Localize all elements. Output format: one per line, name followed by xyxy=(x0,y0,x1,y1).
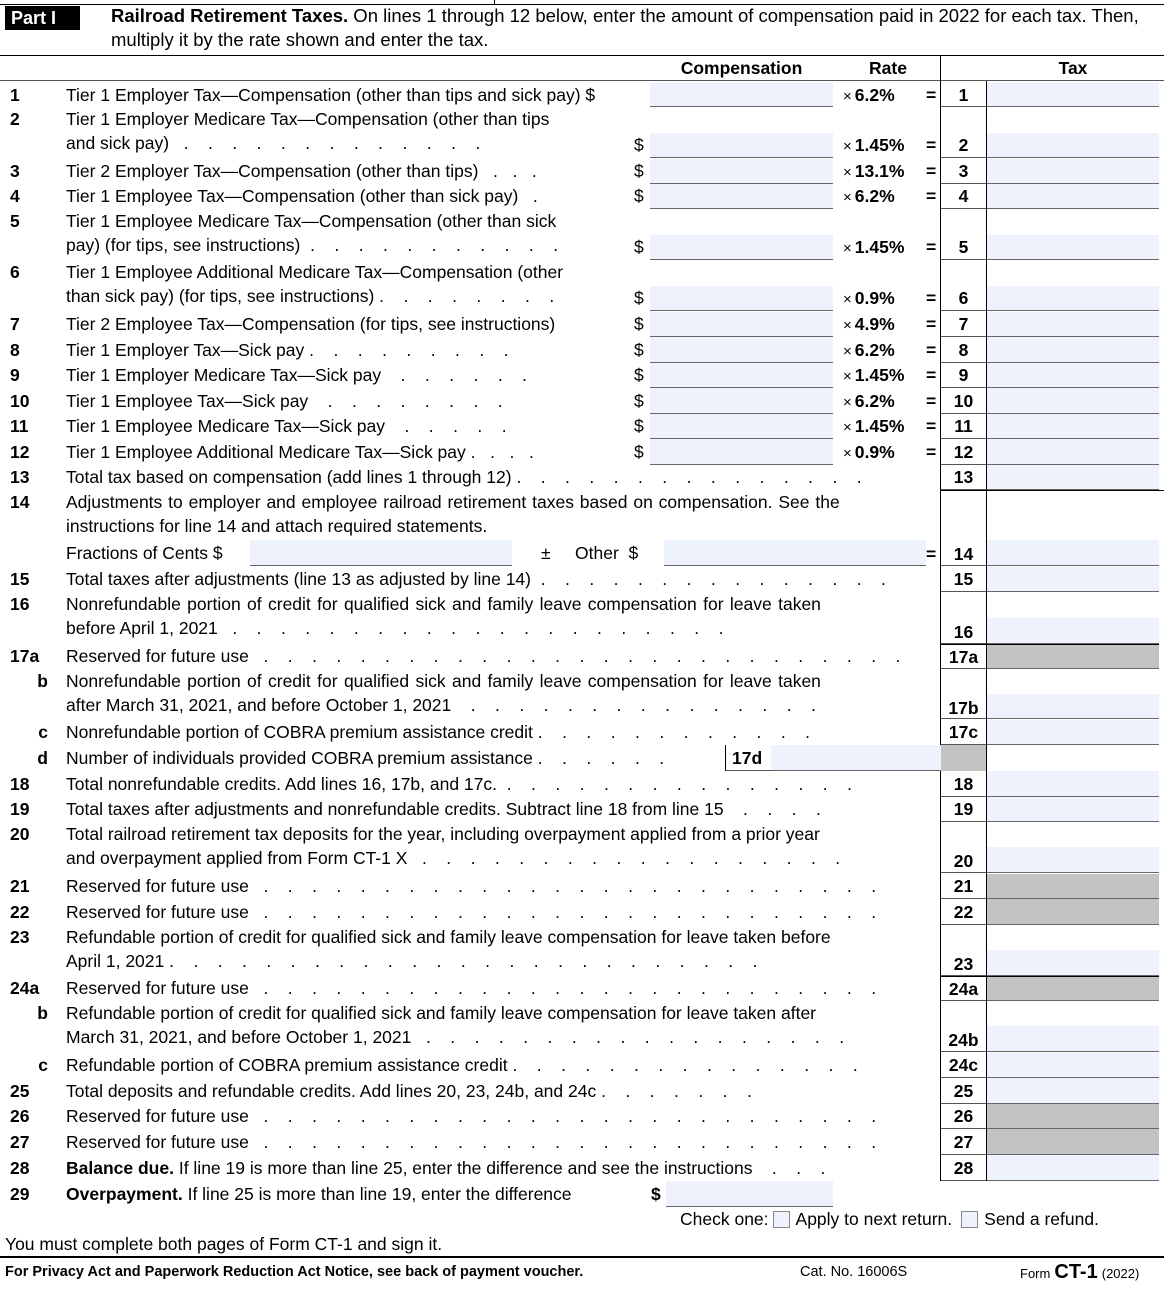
line-number: c xyxy=(38,1055,48,1075)
line-number: 4 xyxy=(10,186,20,206)
line-11-box-label: 11 xyxy=(941,414,986,439)
line-description: Tier 1 Employer Tax—Sick pay . . . . . . . . . xyxy=(66,340,509,360)
line-9-rate: × 1.45% xyxy=(843,365,905,385)
line-number: 8 xyxy=(10,340,20,360)
line-6-box-label: 6 xyxy=(941,286,986,311)
line-24c xyxy=(0,1053,1164,1078)
line-3-box-label: 3 xyxy=(941,159,986,184)
line-14-tax-input[interactable] xyxy=(987,540,1159,566)
line-6-rate: × 0.9% xyxy=(843,288,895,308)
line-description: Tier 1 Employee Medicare Tax—Sick pay . . . . . xyxy=(66,416,507,436)
line-26-box-label: 26 xyxy=(941,1104,986,1129)
line-description: Tier 1 Employer Medicare Tax—Sick pay . . . . . . xyxy=(66,365,527,385)
apply-to-next-return-label: Apply to next return. xyxy=(795,1209,953,1229)
line-5-rate: × 1.45% xyxy=(843,237,905,257)
line-7-compensation-input[interactable] xyxy=(650,312,833,337)
line-17c-box-label: 17c xyxy=(941,720,986,745)
line-number: c xyxy=(38,722,48,742)
line-20 xyxy=(0,822,1164,873)
line-28-box-label: 28 xyxy=(941,1155,986,1181)
line-19 xyxy=(0,797,1164,822)
line-4-compensation-input[interactable] xyxy=(650,184,833,209)
line-4-rate: × 6.2% xyxy=(843,186,895,206)
line-9 xyxy=(0,363,1164,388)
dollar-sign: $ xyxy=(634,365,644,385)
line-21 xyxy=(0,874,1164,899)
line-description: Tier 1 Employee Additional Medicare Tax—Sick pay . . . . xyxy=(66,442,534,462)
line-number: 10 xyxy=(10,391,30,411)
line-number: 5 xyxy=(10,211,20,231)
line-20-box-label: 20 xyxy=(941,847,986,873)
line-12-compensation-input[interactable] xyxy=(650,439,833,465)
line-description-cont: March 31, 2021, and before October 1, 2021 . . . . . . . . . . . . . . . . . . xyxy=(66,1027,845,1047)
line-description: Number of individuals provided COBRA premium assistance . . . . . . xyxy=(66,748,665,768)
line-number: b xyxy=(37,671,48,691)
line-16 xyxy=(0,592,1164,644)
line-27-reserved-field xyxy=(987,1129,1159,1155)
refund-choice xyxy=(680,1207,1099,1231)
line-17c xyxy=(0,720,1164,745)
line-4 xyxy=(0,184,1164,209)
line-3-tax-input[interactable] xyxy=(987,159,1159,184)
line-22-box-label: 22 xyxy=(941,899,986,925)
equals-sign: = xyxy=(926,186,937,206)
line-16-tax-input[interactable] xyxy=(987,618,1159,644)
line-number: 18 xyxy=(10,774,30,794)
equals-sign: = xyxy=(926,135,937,155)
line-12-box-label: 12 xyxy=(941,439,986,465)
line-17a xyxy=(0,644,1164,669)
fractions-of-cents-input[interactable] xyxy=(250,540,512,566)
line-14-box-label: 14 xyxy=(941,540,986,566)
line-15-box-label: 15 xyxy=(941,567,986,592)
line-3-rate: × 13.1% xyxy=(843,161,905,181)
line-17a-reserved-field xyxy=(987,644,1159,669)
line-12-rate: × 0.9% xyxy=(843,442,895,462)
line-24b-box-label: 24b xyxy=(941,1026,986,1052)
other-adjustments-input[interactable] xyxy=(664,540,926,566)
line-12 xyxy=(0,439,1164,465)
line-description: Total nonrefundable credits. Add lines 16, 17b, and 17c. . . . . . . . . . . . . . . . xyxy=(66,774,852,794)
line-13-bottom-rule xyxy=(941,490,1164,491)
line-description: Nonrefundable portion of credit for qualified sick and family leave compensation for leave taken xyxy=(66,671,821,691)
part-badge: Part I xyxy=(5,6,80,30)
line-1-compensation-input[interactable] xyxy=(650,83,833,107)
line-8 xyxy=(0,337,1164,363)
line-8-rate: × 6.2% xyxy=(843,340,895,360)
line-number: 27 xyxy=(10,1132,30,1152)
line-23 xyxy=(0,925,1164,976)
line-number: 15 xyxy=(10,569,30,589)
column-header-tax: Tax xyxy=(1058,58,1088,78)
line-number: d xyxy=(37,748,48,768)
line-description-cont: before April 1, 2021 . . . . . . . . . . . . . . . . . . . . . xyxy=(66,618,724,638)
line-6-compensation-input[interactable] xyxy=(650,286,833,311)
line-10-compensation-input[interactable] xyxy=(650,388,833,414)
equals-sign: = xyxy=(926,85,937,105)
line-28 xyxy=(0,1155,1164,1181)
line-description: Balance due. If line 19 is more than line 25, enter the difference and see the instructions . . . xyxy=(66,1158,826,1178)
line-24c-tax-input[interactable] xyxy=(987,1053,1159,1078)
column-header-rule xyxy=(0,80,1164,81)
line-15-tax-input[interactable] xyxy=(987,567,1159,592)
line-description: Reserved for future use . . . . . . . . . . . . . . . . . . . . . . . . . . xyxy=(66,978,877,998)
line-description: Tier 1 Employer Tax—Compensation (other than tips and sick pay) $ xyxy=(66,85,596,105)
line-description-cont: and sick pay) . . . . . . . . . . . . . xyxy=(66,133,481,153)
line-description: Nonrefundable portion of COBRA premium assistance credit . . . . . . . . . . . . xyxy=(66,722,811,742)
line-number: 25 xyxy=(10,1081,30,1101)
equals-sign: = xyxy=(926,288,937,308)
line-description: Tier 1 Employee Medicare Tax—Compensation (other than sick xyxy=(66,211,557,231)
line-27-box-label: 27 xyxy=(941,1129,986,1155)
header-rule xyxy=(0,55,1164,56)
dollar-sign: $ xyxy=(634,340,644,360)
dollar-sign: $ xyxy=(634,135,644,155)
plus-minus-sign: ± xyxy=(541,543,551,563)
line-2-compensation-input[interactable] xyxy=(650,133,833,158)
line-number: 12 xyxy=(10,442,30,462)
equals-sign: = xyxy=(926,544,937,564)
equals-sign: = xyxy=(926,391,937,411)
line-2-rate: × 1.45% xyxy=(843,135,905,155)
dollar-sign: $ xyxy=(634,416,644,436)
line-number: 16 xyxy=(10,594,30,614)
line-description: Reserved for future use . . . . . . . . . . . . . . . . . . . . . . . . . . xyxy=(66,902,877,922)
line-description: Reserved for future use . . . . . . . . . . . . . . . . . . . . . . . . . . xyxy=(66,876,877,896)
line-22 xyxy=(0,899,1164,925)
line-27 xyxy=(0,1129,1164,1155)
catalog-number: Cat. No. 16006S xyxy=(800,1264,908,1280)
line-number: 7 xyxy=(10,314,20,334)
line-7-rate: × 4.9% xyxy=(843,314,895,334)
form-id: Form CT-1 (2022) xyxy=(1020,1261,1140,1283)
line-14 xyxy=(0,490,1164,566)
line-1-tax-input[interactable] xyxy=(987,83,1159,107)
line-7-tax-input[interactable] xyxy=(987,312,1159,337)
dollar-sign: $ xyxy=(634,442,644,462)
line-16-box-label: 16 xyxy=(941,618,986,644)
line-25 xyxy=(0,1078,1164,1104)
privacy-notice: For Privacy Act and Paperwork Reduction Act Notice, see back of payment voucher. xyxy=(5,1264,584,1280)
line-description: Nonrefundable portion of credit for qualified sick and family leave compensation for leave taken xyxy=(66,594,821,614)
equals-sign: = xyxy=(926,314,937,334)
column-header-compensation: Compensation xyxy=(680,58,803,78)
line-20-tax-input[interactable] xyxy=(987,847,1159,873)
line-24a-box-label: 24a xyxy=(941,976,986,1001)
footer-rule xyxy=(0,1256,1164,1258)
dollar-sign: $ xyxy=(634,186,644,206)
line-1 xyxy=(0,83,1164,107)
line-17d-box-label: 17d xyxy=(725,745,771,771)
line-26 xyxy=(0,1104,1164,1129)
line-8-box-label: 8 xyxy=(941,337,986,363)
line-description: Refundable portion of credit for qualified sick and family leave compensation for leave taken after xyxy=(66,1003,817,1023)
column-header-rate: Rate xyxy=(869,58,907,78)
line-15 xyxy=(0,567,1164,592)
line-22-reserved-field xyxy=(987,899,1159,925)
line-28-balance-due-input[interactable] xyxy=(987,1155,1159,1181)
line-number: 9 xyxy=(10,365,20,385)
line-2-box-label: 2 xyxy=(941,133,986,158)
line-number: 22 xyxy=(10,902,30,922)
line-10 xyxy=(0,388,1164,414)
line-description: Tier 1 Employee Additional Medicare Tax—Compensation (other xyxy=(66,262,564,282)
line-description: Overpayment. If line 25 is more than line 19, enter the difference xyxy=(66,1184,572,1204)
other-adjustments-label: Other $ xyxy=(575,543,639,563)
line-17d-count-input[interactable] xyxy=(771,745,941,771)
line-description: Tier 2 Employee Tax—Compensation (for tips, see instructions) xyxy=(66,314,556,334)
line-18 xyxy=(0,771,1164,797)
line-description: Total deposits and refundable credits. Add lines 20, 23, 24b, and 24c . . . . . . . xyxy=(66,1081,752,1101)
line-number: 17a xyxy=(10,646,40,666)
line-17d xyxy=(0,745,1164,771)
part-title: Railroad Retirement Taxes. On lines 1 through 12 below, enter the amount of compensation paid in 2022 for each tax. Then, multiply it by the rate shown and enter the tax. xyxy=(111,5,1139,50)
line-17d-shaded-box xyxy=(941,745,986,771)
line-25-box-label: 25 xyxy=(941,1078,986,1104)
line-24b-tax-input[interactable] xyxy=(987,1026,1159,1052)
line-13-tax-input[interactable] xyxy=(987,465,1159,490)
line-10-rate: × 6.2% xyxy=(843,391,895,411)
line-description: Tier 1 Employee Tax—Sick pay . . . . . . . . xyxy=(66,391,503,411)
part-header xyxy=(0,4,1164,56)
line-description-cont: than sick pay) (for tips, see instructions) . . . . . . . . xyxy=(66,286,555,306)
send-refund-label: Send a refund. xyxy=(984,1209,1099,1229)
apply-to-next-return-checkbox[interactable] xyxy=(773,1211,790,1228)
line-description: Tier 1 Employee Tax—Compensation (other than sick pay) . xyxy=(66,186,538,206)
line-number: b xyxy=(37,1003,48,1023)
line-number: 6 xyxy=(10,262,20,282)
line-7-box-label: 7 xyxy=(941,312,986,337)
line-29-overpayment-input[interactable] xyxy=(666,1181,833,1207)
line-description: Reserved for future use . . . . . . . . . . . . . . . . . . . . . . . . . . . xyxy=(66,646,901,666)
line-17b-tax-input[interactable] xyxy=(987,694,1159,719)
line-24c-box-label: 24c xyxy=(941,1053,986,1078)
line-number: 21 xyxy=(10,876,30,896)
line-18-tax-input[interactable] xyxy=(987,771,1159,797)
line-26-reserved-field xyxy=(987,1104,1159,1129)
line-17b xyxy=(0,669,1164,719)
line-number: 11 xyxy=(10,416,29,436)
equals-sign: = xyxy=(926,237,937,257)
line-description-cont: and overpayment applied from Form CT-1 X . . . . . . . . . . . . . . . . . . xyxy=(66,848,841,868)
line-3 xyxy=(0,159,1164,184)
line-number: 20 xyxy=(10,824,30,844)
line-6 xyxy=(0,260,1164,311)
line-11-compensation-input[interactable] xyxy=(650,414,833,439)
line-21-reserved-field xyxy=(987,874,1159,899)
line-11-rate: × 1.45% xyxy=(843,416,905,436)
line-5-box-label: 5 xyxy=(941,235,986,260)
line-17c-tax-input[interactable] xyxy=(987,720,1159,745)
line-11-tax-input[interactable] xyxy=(987,414,1159,439)
dollar-sign: $ xyxy=(634,288,644,308)
dollar-sign: $ xyxy=(634,314,644,334)
line-13-box-label: 13 xyxy=(941,465,986,490)
line-9-box-label: 9 xyxy=(941,363,986,388)
equals-sign: = xyxy=(926,161,937,181)
line-number: 23 xyxy=(10,927,30,947)
line-description-cont: instructions for line 14 and attach required statements. xyxy=(66,516,488,536)
line-10-box-label: 10 xyxy=(941,388,986,414)
line-8-tax-input[interactable] xyxy=(987,337,1159,363)
line-17a-box-label: 17a xyxy=(941,644,986,669)
sign-notice: You must complete both pages of Form CT-1 and sign it. xyxy=(5,1234,443,1254)
line-5 xyxy=(0,209,1164,260)
send-refund-checkbox[interactable] xyxy=(961,1211,978,1228)
dollar-sign: $ xyxy=(634,237,644,257)
line-25-tax-input[interactable] xyxy=(987,1078,1159,1104)
line-description: Total taxes after adjustments (line 13 as adjusted by line 14) . . . . . . . . . . . . . . . xyxy=(66,569,886,589)
line-29 xyxy=(0,1181,1164,1207)
equals-sign: = xyxy=(926,416,937,436)
line-description: Refundable portion of credit for qualified sick and family leave compensation for leave taken before xyxy=(66,927,831,947)
line-number: 28 xyxy=(10,1158,30,1178)
line-number: 29 xyxy=(10,1184,30,1204)
line-number: 14 xyxy=(10,492,30,512)
line-24b xyxy=(0,1001,1164,1052)
line-10-tax-input[interactable] xyxy=(987,388,1159,414)
line-7 xyxy=(0,312,1164,337)
line-19-box-label: 19 xyxy=(941,797,986,822)
line-4-box-label: 4 xyxy=(941,184,986,209)
line-description: Adjustments to employer and employee railroad retirement taxes based on compensation. See the xyxy=(66,492,840,512)
equals-sign: = xyxy=(926,340,937,360)
line-24a-reserved-field xyxy=(987,976,1159,1001)
line-9-tax-input[interactable] xyxy=(987,363,1159,388)
line-number: 13 xyxy=(10,467,30,487)
line-1-rate: × 6.2% xyxy=(843,85,895,105)
line-18-box-label: 18 xyxy=(941,771,986,797)
line-6-tax-input[interactable] xyxy=(987,286,1159,311)
dollar-sign: $ xyxy=(634,391,644,411)
line-2-tax-input[interactable] xyxy=(987,133,1159,158)
line-1-box-label: 1 xyxy=(941,83,986,107)
line-21-box-label: 21 xyxy=(941,874,986,899)
line-17b-box-label: 17b xyxy=(941,694,986,719)
dollar-sign: $ xyxy=(634,161,644,181)
dollar-sign: $ xyxy=(651,1184,661,1204)
line-description: Reserved for future use . . . . . . . . . . . . . . . . . . . . . . . . . . xyxy=(66,1132,877,1152)
line-description-cont: April 1, 2021 . . . . . . . . . . . . . . . . . . . . . . . . . xyxy=(66,951,758,971)
line-23-box-label: 23 xyxy=(941,950,986,976)
line-description: Total railroad retirement tax deposits for the year, including overpayment applied from a prior year xyxy=(66,824,820,844)
line-3-compensation-input[interactable] xyxy=(650,159,833,184)
check-one-label: Check one: xyxy=(680,1209,769,1229)
line-number: 26 xyxy=(10,1106,30,1126)
line-2 xyxy=(0,107,1164,158)
line-description-cont: after March 31, 2021, and before October 1, 2021 . . . . . . . . . . . . . . . xyxy=(66,695,816,715)
line-number: 2 xyxy=(10,109,20,129)
line-description: Refundable portion of COBRA premium assistance credit . . . . . . . . . . . . . . . xyxy=(66,1055,858,1075)
line-description: Reserved for future use . . . . . . . . . . . . . . . . . . . . . . . . . . xyxy=(66,1106,877,1126)
line-number: 24a xyxy=(10,978,40,998)
line-number: 19 xyxy=(10,799,30,819)
line-13 xyxy=(0,465,1164,490)
line-9-compensation-input[interactable] xyxy=(650,363,833,388)
line-5-compensation-input[interactable] xyxy=(650,235,833,260)
equals-sign: = xyxy=(926,365,937,385)
equals-sign: = xyxy=(926,442,937,462)
line-5-tax-input[interactable] xyxy=(987,235,1159,260)
line-number: 3 xyxy=(10,161,20,181)
line-23-tax-input[interactable] xyxy=(987,950,1159,976)
line-number: 1 xyxy=(10,85,20,105)
fractions-of-cents-label: Fractions of Cents $ xyxy=(66,543,223,563)
line-description: Tier 1 Employer Medicare Tax—Compensation (other than tips xyxy=(66,109,550,129)
line-description: Total tax based on compensation (add lines 1 through 12) . . . . . . . . . . . . . . . xyxy=(66,467,862,487)
line-19-tax-input[interactable] xyxy=(987,797,1159,822)
line-4-tax-input[interactable] xyxy=(987,184,1159,209)
line-description-cont: pay) (for tips, see instructions) . . . . . . . . . . . xyxy=(66,235,559,255)
line-11 xyxy=(0,414,1164,439)
line-24a xyxy=(0,976,1164,1001)
line-8-compensation-input[interactable] xyxy=(650,337,833,363)
line-description: Tier 2 Employer Tax—Compensation (other than tips) . . . xyxy=(66,161,537,181)
line-description: Total taxes after adjustments and nonrefundable credits. Subtract line 18 from line 15 . . . . xyxy=(66,799,821,819)
line-12-tax-input[interactable] xyxy=(987,439,1159,465)
